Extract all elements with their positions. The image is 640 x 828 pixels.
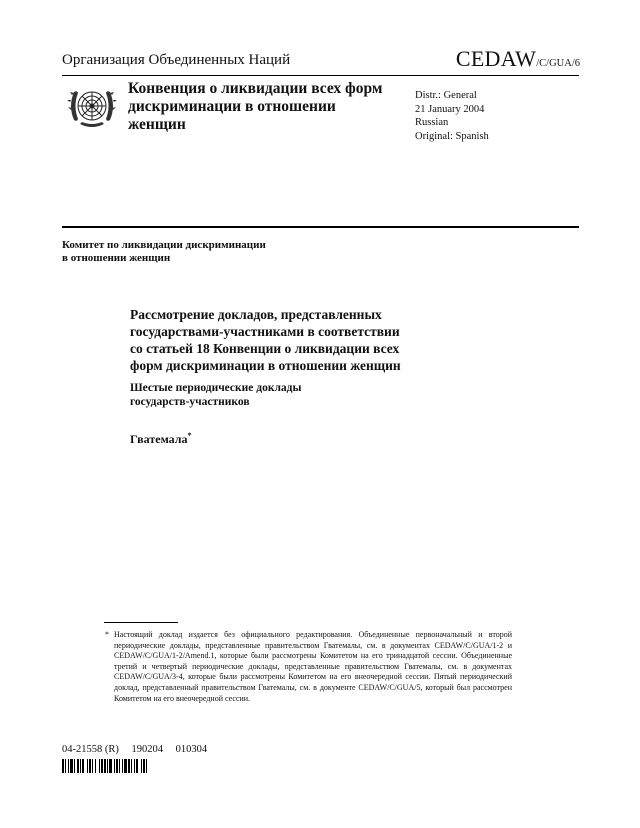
heading-line: со статьей 18 Конвенции о ликвидации всех bbox=[130, 341, 400, 356]
footnote-reference: * bbox=[187, 431, 192, 440]
convention-title: Конвенция о ликвидации всех форм дискриминации в отношении женщин bbox=[128, 80, 383, 133]
processing-date: 010304 bbox=[175, 744, 208, 755]
document-symbol bbox=[456, 46, 580, 72]
distribution-line: Distr.: General bbox=[415, 90, 477, 101]
subheading-line: государств-участников bbox=[130, 396, 250, 408]
heading-line: государствами-участниками в соответствии bbox=[130, 324, 400, 339]
symbol-suffix: /C/GUA/6 bbox=[536, 58, 580, 69]
barcode-icon bbox=[62, 759, 196, 773]
country-name bbox=[130, 432, 192, 447]
report-subheading bbox=[130, 381, 301, 409]
agenda-heading bbox=[130, 306, 450, 374]
heading-line: Рассмотрение докладов, представленных bbox=[130, 307, 382, 322]
footnote-text: Настоящий доклад издается без официального редактирования. Объединенные первоначальный и второй периодические доклады, представленные правительством Гватемалы, см. в документах CEDAW/C/GUA/1-2 и CEDAW/C/GUA/1-2/Amend.1, которые были рассмотрены Комитетом на его тринадцатой сессии. Объединенные третий и четвертый периодические доклады, представленные правительством Гватемалы, см. в документах CEDAW/C/GUA/3-4, которые были рассмотрены Комитетом на его внеочередной сессии. Пятый периодический доклад, представленный правительством Гватемалы, см. в документе CEDAW/C/GUA/5, который был рассмотрен Комитетом на его внеочередной сессии. bbox=[114, 630, 512, 703]
committee-name bbox=[62, 239, 266, 265]
subheading-line: Шестые периодические доклады bbox=[130, 382, 302, 394]
document-number-line bbox=[62, 744, 217, 755]
issue-date: 190204 bbox=[131, 744, 163, 755]
organization-name: Организация Объединенных Наций bbox=[62, 52, 291, 68]
heading-line: форм дискриминации в отношении женщин bbox=[130, 358, 401, 373]
committee-line: в отношении женщин bbox=[62, 252, 171, 264]
section-rule bbox=[62, 226, 579, 228]
document-number: 04-21558 (R) bbox=[62, 744, 119, 755]
footnote-separator bbox=[104, 622, 178, 623]
footnote-mark: * bbox=[105, 630, 109, 639]
un-emblem-icon bbox=[66, 80, 118, 132]
distribution-line: Russian bbox=[415, 117, 449, 128]
footnote bbox=[105, 630, 512, 704]
country-label: Гватемала bbox=[130, 432, 188, 446]
distribution-block bbox=[415, 89, 489, 143]
distribution-line: 21 January 2004 bbox=[415, 103, 485, 115]
symbol-main: CEDAW bbox=[455, 46, 537, 71]
top-rule bbox=[62, 75, 579, 76]
distribution-line: Original: Spanish bbox=[415, 130, 489, 142]
committee-line: Комитет по ликвидации дискриминации bbox=[62, 239, 266, 251]
